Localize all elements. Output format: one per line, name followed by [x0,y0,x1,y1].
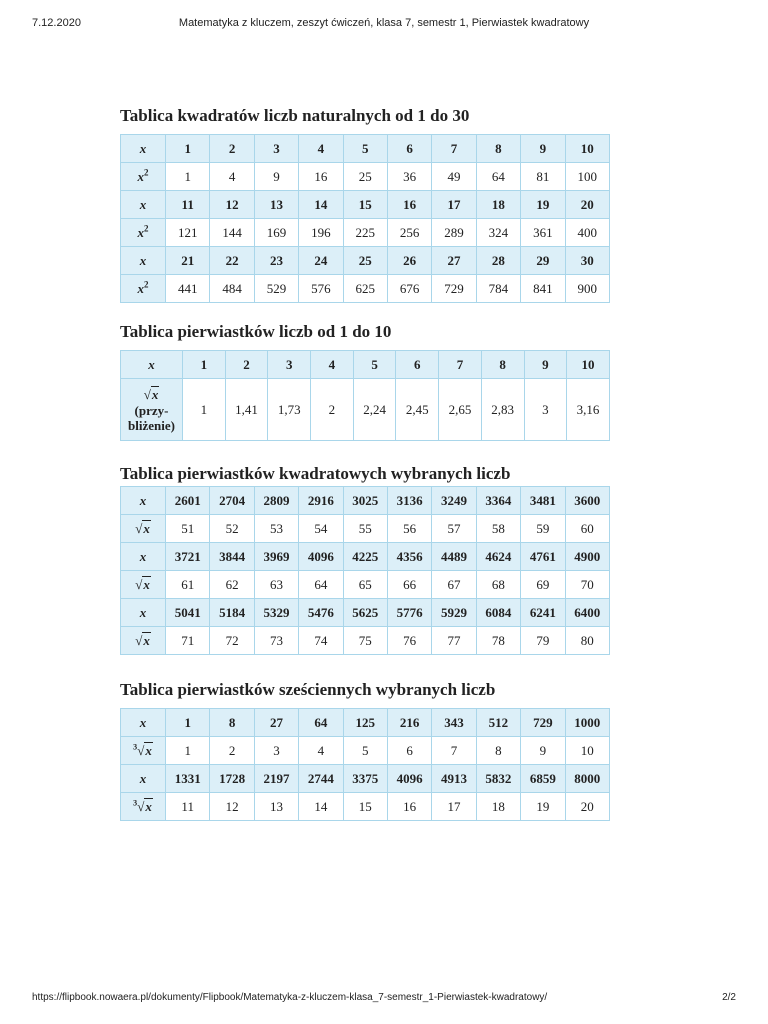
table-cell-x: 28 [476,247,520,275]
table-cell-value: 13 [254,793,298,821]
variable-label: x [139,604,147,620]
table-cell-value: 70 [565,571,609,599]
table-row-x [121,487,610,515]
table-cell-value: 16 [387,793,431,821]
table-cell-x: 30 [565,247,609,275]
square-roots-title: Tablica pierwiastków kwadratowych wybranych liczb [120,464,511,483]
variable-label: x [139,252,147,268]
table-cell-x: 18 [476,191,520,219]
table-cell-value: 51 [166,515,210,543]
table-cell-value: 3 [524,379,567,441]
roots-section [120,320,610,441]
table-cell-x: 24 [299,247,343,275]
table-cell-x: 4356 [387,543,431,571]
table-cell-value: 729 [432,275,476,303]
table-cell-value: 196 [299,219,343,247]
radicand-label: x [151,386,159,402]
roots-title: Tablica pierwiastków liczb od 1 do 10 [120,322,392,341]
table-cell-x: 3249 [432,487,476,515]
table-row-values [121,793,610,821]
table-cell-value: 72 [210,627,254,655]
table-cell-x: 1728 [210,765,254,793]
table-cell-x: 25 [343,247,387,275]
table-cell-x: 8 [481,351,524,379]
table-cell-x: 4096 [299,543,343,571]
table-row-x [121,247,610,275]
table-cell-value: 2 [210,737,254,765]
table-cell-value: 5 [343,737,387,765]
table-cell-x: 22 [210,247,254,275]
table-cell-value: 61 [166,571,210,599]
row-label-x-squared [121,163,166,191]
table-cell-x: 1000 [565,709,609,737]
table-row-x [121,351,610,379]
roots-table [120,350,610,441]
table-cell-x: 343 [432,709,476,737]
variable-label: x [137,280,144,296]
table-cell-value: 7 [432,737,476,765]
table-cell-x: 14 [299,191,343,219]
table-cell-x: 2744 [299,765,343,793]
squares-title: Tablica kwadratów liczb naturalnych od 1 do 30 [120,106,470,125]
table-cell-value: 6 [387,737,431,765]
table-cell-x: 3 [268,351,311,379]
table-cell-value: 225 [343,219,387,247]
variable-label: x [139,548,147,564]
table-cell-value: 18 [476,793,520,821]
table-cell-x: 5476 [299,599,343,627]
table-cell-x: 1 [183,351,226,379]
table-cell-x: 8 [210,709,254,737]
table-cell-x: 7 [432,135,476,163]
table-cell-x: 9 [521,135,565,163]
table-cell-value: 56 [387,515,431,543]
variable-label: x [137,224,144,240]
source-url: https://flipbook.nowaera.pl/dokumenty/Flipbook/Matematyka-z-kluczem-klasa_7-semestr_1-Pierwiastek-kwadratowy/ [32,992,548,1003]
variable-label: x [148,356,155,372]
page-number: 2/2 [722,992,736,1003]
row-label-sqrt-approx [121,379,183,441]
radicand-label: x [143,520,150,536]
table-cell-x: 4 [299,135,343,163]
table-cell-x: 5929 [432,599,476,627]
table-cell-value: 66 [387,571,431,599]
table-cell-value: 14 [299,793,343,821]
table-cell-value: 52 [210,515,254,543]
table-cell-x: 5 [343,135,387,163]
variable-label: x [139,140,147,156]
squares-section [120,104,610,303]
table-cell-value: 74 [299,627,343,655]
table-cell-x: 16 [387,191,431,219]
table-cell-x: 3375 [343,765,387,793]
table-cell-value: 64 [476,163,520,191]
table-row-values [121,515,610,543]
table-cell-x: 6084 [476,599,520,627]
variable-label: x [139,492,147,508]
table-cell-x: 5776 [387,599,431,627]
table-cell-x: 6 [396,351,439,379]
radicand-label: x [143,632,150,648]
table-row-values [121,737,610,765]
table-cell-x: 23 [254,247,298,275]
table-cell-value: 17 [432,793,476,821]
table-cell-value: 62 [210,571,254,599]
radicand-label: x [145,742,152,758]
table-cell-value: 1,41 [225,379,268,441]
table-cell-x: 17 [432,191,476,219]
radical-sign: √ [135,520,143,536]
table-cell-x: 7 [439,351,482,379]
root-index-label: 3 [133,742,138,752]
table-cell-value: 4 [299,737,343,765]
cube-roots-table [120,708,610,821]
table-cell-x: 13 [254,191,298,219]
table-cell-x: 3600 [565,487,609,515]
table-cell-x: 6400 [565,599,609,627]
radical-sign: √ [137,798,145,814]
table-cell-value: 60 [565,515,609,543]
table-cell-value: 484 [210,275,254,303]
table-cell-value: 68 [476,571,520,599]
table-cell-x: 4096 [387,765,431,793]
table-row-x [121,135,610,163]
row-label-cbrt-x [121,737,166,765]
table-cell-x: 3025 [343,487,387,515]
table-row-values [121,571,610,599]
table-cell-value: 49 [432,163,476,191]
table-cell-value: 71 [166,627,210,655]
table-cell-x: 3 [254,135,298,163]
table-cell-x: 27 [254,709,298,737]
table-cell-value: 63 [254,571,298,599]
table-cell-value: 2,45 [396,379,439,441]
table-cell-x: 5041 [166,599,210,627]
table-cell-value: 100 [565,163,609,191]
table-cell-x: 1 [166,709,210,737]
table-cell-x: 10 [565,135,609,163]
table-cell-x: 21 [166,247,210,275]
row-label-x-squared [121,219,166,247]
table-cell-value: 576 [299,275,343,303]
table-cell-value: 2,24 [353,379,396,441]
exponent-label: 2 [144,279,149,290]
table-cell-x: 2916 [299,487,343,515]
table-row-values [121,379,610,441]
table-cell-value: 65 [343,571,387,599]
table-row-x [121,191,610,219]
table-cell-value: 625 [343,275,387,303]
approx-label-line1: (przy- [134,402,169,418]
table-cell-value: 8 [476,737,520,765]
table-row-values [121,275,610,303]
table-cell-value: 20 [565,793,609,821]
table-cell-value: 54 [299,515,343,543]
table-cell-x: 1331 [166,765,210,793]
table-cell-value: 1,73 [268,379,311,441]
table-cell-value: 2,65 [439,379,482,441]
table-cell-value: 55 [343,515,387,543]
table-cell-value: 256 [387,219,431,247]
row-label-x [121,247,166,275]
table-cell-x: 3969 [254,543,298,571]
table-cell-value: 16 [299,163,343,191]
table-cell-x: 6859 [521,765,565,793]
table-cell-value: 2,83 [481,379,524,441]
table-cell-x: 4624 [476,543,520,571]
variable-label: x [139,196,147,212]
table-cell-x: 3844 [210,543,254,571]
table-cell-value: 69 [521,571,565,599]
table-row-x [121,765,610,793]
table-cell-value: 53 [254,515,298,543]
table-cell-x: 4913 [432,765,476,793]
table-cell-x: 2 [210,135,254,163]
table-cell-value: 67 [432,571,476,599]
approx-label-line2: bliżenie) [128,417,175,433]
row-label-sqrt-x [121,571,166,599]
table-cell-value: 12 [210,793,254,821]
row-label-x [121,543,166,571]
table-cell-value: 57 [432,515,476,543]
table-cell-value: 1 [166,163,210,191]
table-cell-x: 216 [387,709,431,737]
table-cell-x: 3481 [521,487,565,515]
table-row-x [121,709,610,737]
table-cell-value: 144 [210,219,254,247]
table-cell-value: 121 [166,219,210,247]
table-cell-value: 11 [166,793,210,821]
radicand-label: x [145,798,152,814]
table-cell-x: 5832 [476,765,520,793]
table-cell-value: 59 [521,515,565,543]
table-cell-x: 6 [387,135,431,163]
table-cell-value: 169 [254,219,298,247]
table-cell-x: 12 [210,191,254,219]
table-cell-value: 1 [183,379,226,441]
table-cell-x: 9 [524,351,567,379]
row-label-x [121,765,166,793]
table-cell-x: 5329 [254,599,298,627]
table-cell-value: 64 [299,571,343,599]
table-cell-x: 3721 [166,543,210,571]
table-cell-x: 20 [565,191,609,219]
squares-table [120,134,610,303]
table-cell-x: 4761 [521,543,565,571]
table-cell-value: 58 [476,515,520,543]
table-cell-x: 6241 [521,599,565,627]
square-roots-section [120,462,610,655]
table-cell-x: 5625 [343,599,387,627]
table-row-values [121,627,610,655]
table-cell-x: 2601 [166,487,210,515]
exponent-label: 2 [144,223,149,234]
table-cell-value: 289 [432,219,476,247]
table-cell-value: 900 [565,275,609,303]
table-cell-x: 64 [299,709,343,737]
table-cell-value: 10 [565,737,609,765]
table-cell-x: 11 [166,191,210,219]
row-label-x [121,487,166,515]
row-label-x [121,135,166,163]
table-cell-x: 729 [521,709,565,737]
table-cell-x: 2197 [254,765,298,793]
row-label-x [121,599,166,627]
table-cell-value: 441 [166,275,210,303]
table-cell-x: 26 [387,247,431,275]
row-label-x [121,709,166,737]
table-cell-value: 15 [343,793,387,821]
table-cell-x: 4 [311,351,354,379]
table-cell-x: 29 [521,247,565,275]
table-cell-x: 8 [476,135,520,163]
radical-sign: √ [143,386,151,402]
table-cell-value: 77 [432,627,476,655]
table-cell-value: 76 [387,627,431,655]
print-date: 7.12.2020 [32,17,81,29]
table-cell-x: 125 [343,709,387,737]
table-cell-value: 2 [311,379,354,441]
table-cell-x: 512 [476,709,520,737]
row-label-x-squared [121,275,166,303]
table-cell-value: 1 [166,737,210,765]
table-cell-value: 79 [521,627,565,655]
table-row-values [121,219,610,247]
table-row-values [121,163,610,191]
table-cell-value: 361 [521,219,565,247]
variable-label: x [137,168,144,184]
row-label-cbrt-x [121,793,166,821]
sqrt-label-line [121,387,182,403]
table-cell-value: 9 [254,163,298,191]
cube-roots-section [120,678,610,821]
table-cell-x: 1 [166,135,210,163]
table-cell-value: 19 [521,793,565,821]
table-cell-x: 2704 [210,487,254,515]
square-roots-table [120,486,610,655]
table-cell-x: 8000 [565,765,609,793]
exponent-label: 2 [144,167,149,178]
table-cell-value: 80 [565,627,609,655]
cube-roots-title: Tablica pierwiastków sześciennych wybranych liczb [120,680,496,699]
table-cell-x: 19 [521,191,565,219]
table-cell-value: 25 [343,163,387,191]
row-label-x [121,191,166,219]
table-cell-value: 324 [476,219,520,247]
root-index-label: 3 [133,798,138,808]
table-cell-x: 15 [343,191,387,219]
radical-sign: √ [135,576,143,592]
variable-label: x [139,714,147,730]
table-cell-value: 81 [521,163,565,191]
table-cell-x: 4489 [432,543,476,571]
table-cell-x: 3364 [476,487,520,515]
table-cell-value: 9 [521,737,565,765]
row-label-sqrt-x [121,627,166,655]
table-cell-value: 3,16 [567,379,610,441]
table-cell-value: 529 [254,275,298,303]
table-cell-x: 5184 [210,599,254,627]
table-cell-value: 784 [476,275,520,303]
radical-sign: √ [137,742,145,758]
table-cell-x: 2809 [254,487,298,515]
table-cell-value: 676 [387,275,431,303]
table-cell-value: 4 [210,163,254,191]
row-label-x [121,351,183,379]
table-cell-value: 73 [254,627,298,655]
print-title: Matematyka z kluczem, zeszyt ćwiczeń, klasa 7, semestr 1, Pierwiastek kwadratowy [178,17,590,29]
table-cell-value: 841 [521,275,565,303]
table-cell-value: 75 [343,627,387,655]
table-cell-x: 5 [353,351,396,379]
table-row-x [121,543,610,571]
radical-sign: √ [135,632,143,648]
radicand-label: x [143,576,150,592]
table-row-x [121,599,610,627]
variable-label: x [139,770,147,786]
table-cell-value: 400 [565,219,609,247]
table-cell-x: 2 [225,351,268,379]
table-cell-value: 3 [254,737,298,765]
table-cell-x: 10 [567,351,610,379]
table-cell-x: 4900 [565,543,609,571]
table-cell-x: 3136 [387,487,431,515]
table-cell-x: 27 [432,247,476,275]
table-cell-value: 36 [387,163,431,191]
table-cell-value: 78 [476,627,520,655]
row-label-sqrt-x [121,515,166,543]
table-cell-x: 4225 [343,543,387,571]
